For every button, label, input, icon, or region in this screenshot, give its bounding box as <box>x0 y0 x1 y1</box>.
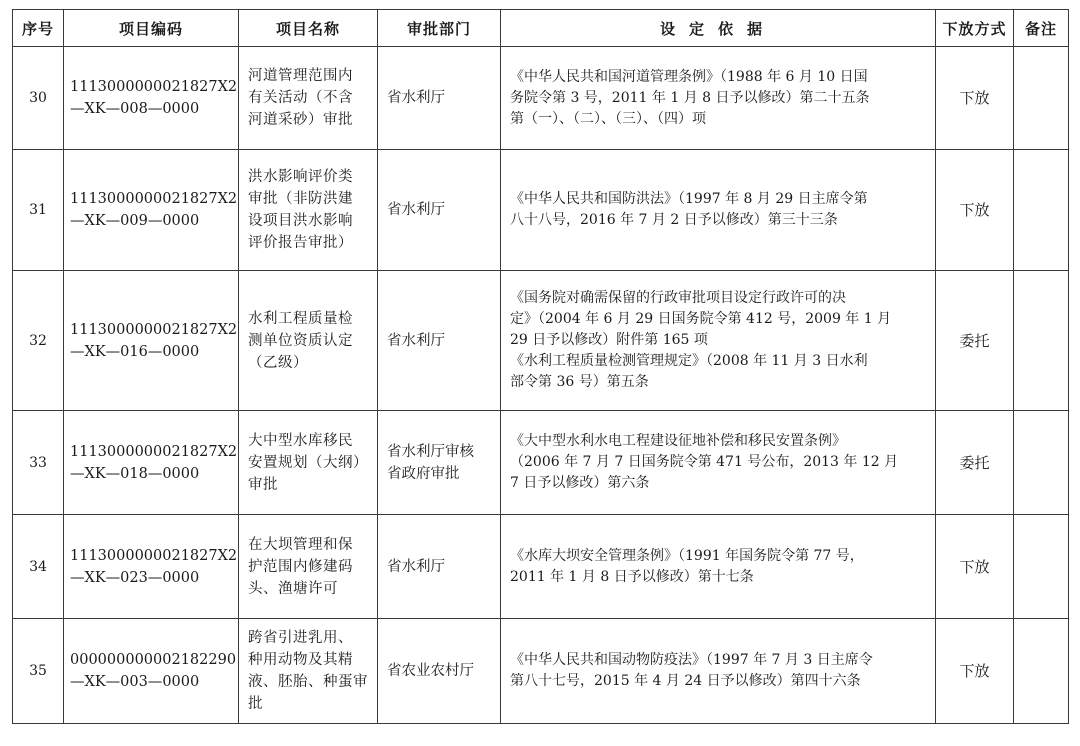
cell-basis <box>501 515 936 619</box>
cell-dept <box>378 47 501 150</box>
cell-code <box>64 271 239 411</box>
cell-line: （2006 年 7 月 7 日国务院令第 471 号公布，2013 年 12 月 <box>510 454 899 470</box>
cell-line: 1113000000021827X2 <box>70 321 238 338</box>
cell-line: 7 日予以修改）第六条 <box>510 475 650 491</box>
cell-line: 《中华人民共和国动物防疫法》（1997 年 7 月 3 日主席令 <box>510 652 873 668</box>
cell-name <box>239 47 378 150</box>
cell-name <box>239 619 378 724</box>
cell-mode: 下放 <box>936 515 1014 619</box>
cell-seq: 32 <box>13 271 64 411</box>
cell-line: 务院令第 3 号，2011 年 1 月 8 日予以修改）第二十五条 <box>510 89 870 106</box>
cell-line: 跨省引进乳用、 <box>248 630 353 646</box>
cell-note <box>1014 411 1069 515</box>
header-basis: 设定依据 <box>501 10 936 47</box>
cell-line: 审批（非防洪建 <box>248 191 353 207</box>
cell-line: —XK—008—0000 <box>70 101 200 117</box>
cell-note <box>1014 515 1069 619</box>
cell-line: 安置规划（大纲） <box>248 454 368 471</box>
cell-mode: 下放 <box>936 619 1014 724</box>
cell-line: 1113000000021827X2 <box>70 547 238 564</box>
cell-line: 洪水影响评价类 <box>248 169 353 185</box>
cell-name <box>239 150 378 271</box>
cell-line: —XK—009—0000 <box>70 213 200 229</box>
header-dept: 审批部门 <box>378 10 501 47</box>
cell-line: 1113000000021827X2 <box>70 79 238 95</box>
cell-line: 省政府审批 <box>387 465 460 482</box>
table-row <box>13 619 1069 724</box>
cell-dept <box>378 411 501 515</box>
cell-basis <box>501 47 936 150</box>
cell-dept <box>378 150 501 271</box>
cell-seq: 35 <box>13 619 64 724</box>
cell-line: 河道管理范围内 <box>248 68 353 84</box>
table-row <box>13 271 1069 411</box>
cell-mode: 委托 <box>936 271 1014 411</box>
cell-line: 设项目洪水影响 <box>248 213 353 229</box>
cell-line: 液、胚胎、种蛋审 <box>248 674 368 690</box>
cell-line: 《水库大坝安全管理条例》（1991 年国务院令第 77 号， <box>510 547 864 564</box>
approval-items-table <box>12 9 1069 724</box>
cell-line: 省水利厅 <box>387 332 445 349</box>
cell-seq: 31 <box>13 150 64 271</box>
table-row <box>13 515 1069 619</box>
cell-line: 河道采砂）审批 <box>248 112 353 128</box>
cell-name <box>239 411 378 515</box>
cell-note <box>1014 619 1069 724</box>
cell-seq: 30 <box>13 47 64 150</box>
cell-line: 《水利工程质量检测管理规定》（2008 年 11 月 3 日水利 <box>510 353 868 369</box>
cell-basis <box>501 150 936 271</box>
header-mode: 下放方式 <box>936 10 1014 47</box>
cell-mode: 下放 <box>936 47 1014 150</box>
cell-line: 省水利厅 <box>387 558 445 575</box>
cell-line: 水利工程质量检 <box>248 310 353 327</box>
cell-dept <box>378 515 501 619</box>
cell-code <box>64 47 239 150</box>
cell-line: 《国务院对确需保留的行政审批项目设定行政许可的决 <box>510 290 846 306</box>
cell-line: 《中华人民共和国防洪法》（1997 年 8 月 29 日主席令第 <box>510 191 868 207</box>
table-row <box>13 47 1069 150</box>
cell-line: 省农业农村厅 <box>387 663 474 679</box>
cell-code <box>64 411 239 515</box>
cell-line: 定》（2004 年 6 月 29 日国务院令第 412 号，2009 年 1 月 <box>510 311 892 327</box>
cell-dept <box>378 271 501 411</box>
cell-line: 000000000002182290 <box>70 652 237 668</box>
cell-line: 第八十七号，2015 年 4 月 24 日予以修改）第四十六条 <box>510 673 861 689</box>
cell-name <box>239 515 378 619</box>
cell-dept <box>378 619 501 724</box>
table-row <box>13 150 1069 271</box>
cell-line: 种用动物及其精 <box>248 652 353 668</box>
cell-line: 29 日予以修改）附件第 165 项 <box>510 332 708 348</box>
cell-note <box>1014 150 1069 271</box>
cell-seq: 33 <box>13 411 64 515</box>
header-seq: 序号 <box>13 10 64 47</box>
header-code: 项目编码 <box>64 10 239 47</box>
cell-basis <box>501 411 936 515</box>
cell-line: 批 <box>248 696 263 712</box>
cell-note <box>1014 47 1069 150</box>
cell-line: 测单位资质认定 <box>248 332 353 349</box>
cell-line: 省水利厅 <box>387 90 445 106</box>
cell-line: 大中型水库移民 <box>248 432 353 449</box>
cell-name <box>239 271 378 411</box>
cell-line: 头、渔塘许可 <box>248 580 338 597</box>
cell-line: 护范围内修建码 <box>248 558 353 575</box>
cell-line: 《中华人民共和国河道管理条例》（1988 年 6 月 10 日国 <box>510 68 868 85</box>
cell-line: 《大中型水利水电工程建设征地补偿和移民安置条例》 <box>510 433 846 449</box>
cell-line: 评价报告审批） <box>248 235 353 251</box>
table-row <box>13 411 1069 515</box>
cell-line: —XK—016—0000 <box>70 343 200 360</box>
cell-basis <box>501 619 936 724</box>
cell-line: 第（一）、（二）、（三）、（四）项 <box>510 110 706 127</box>
cell-line: （乙级） <box>248 354 308 371</box>
cell-line: 1113000000021827X2 <box>70 443 238 460</box>
cell-line: 有关活动（不含 <box>248 90 353 106</box>
cell-line: 八十八号，2016 年 7 月 2 日予以修改）第三十三条 <box>510 212 838 228</box>
cell-line: —XK—023—0000 <box>70 569 200 586</box>
header-note: 备注 <box>1014 10 1069 47</box>
cell-mode: 委托 <box>936 411 1014 515</box>
cell-line: —XK—018—0000 <box>70 465 200 482</box>
cell-code <box>64 619 239 724</box>
cell-line: —XK—003—0000 <box>70 674 200 690</box>
document-page <box>12 9 1069 724</box>
cell-basis <box>501 271 936 411</box>
cell-mode: 下放 <box>936 150 1014 271</box>
header-row <box>13 10 1069 47</box>
cell-line: 部令第 36 号）第五条 <box>510 374 649 390</box>
cell-line: 2011 年 1 月 8 日予以修改）第十七条 <box>510 568 754 585</box>
cell-line: 审批 <box>248 476 278 493</box>
header-name: 项目名称 <box>239 10 378 47</box>
cell-line: 在大坝管理和保 <box>248 536 353 553</box>
cell-note <box>1014 271 1069 411</box>
cell-code <box>64 150 239 271</box>
cell-line: 省水利厅审核 <box>387 443 474 460</box>
cell-line: 1113000000021827X2 <box>70 191 238 207</box>
cell-code <box>64 515 239 619</box>
cell-line: 省水利厅 <box>387 202 445 218</box>
cell-seq: 34 <box>13 515 64 619</box>
